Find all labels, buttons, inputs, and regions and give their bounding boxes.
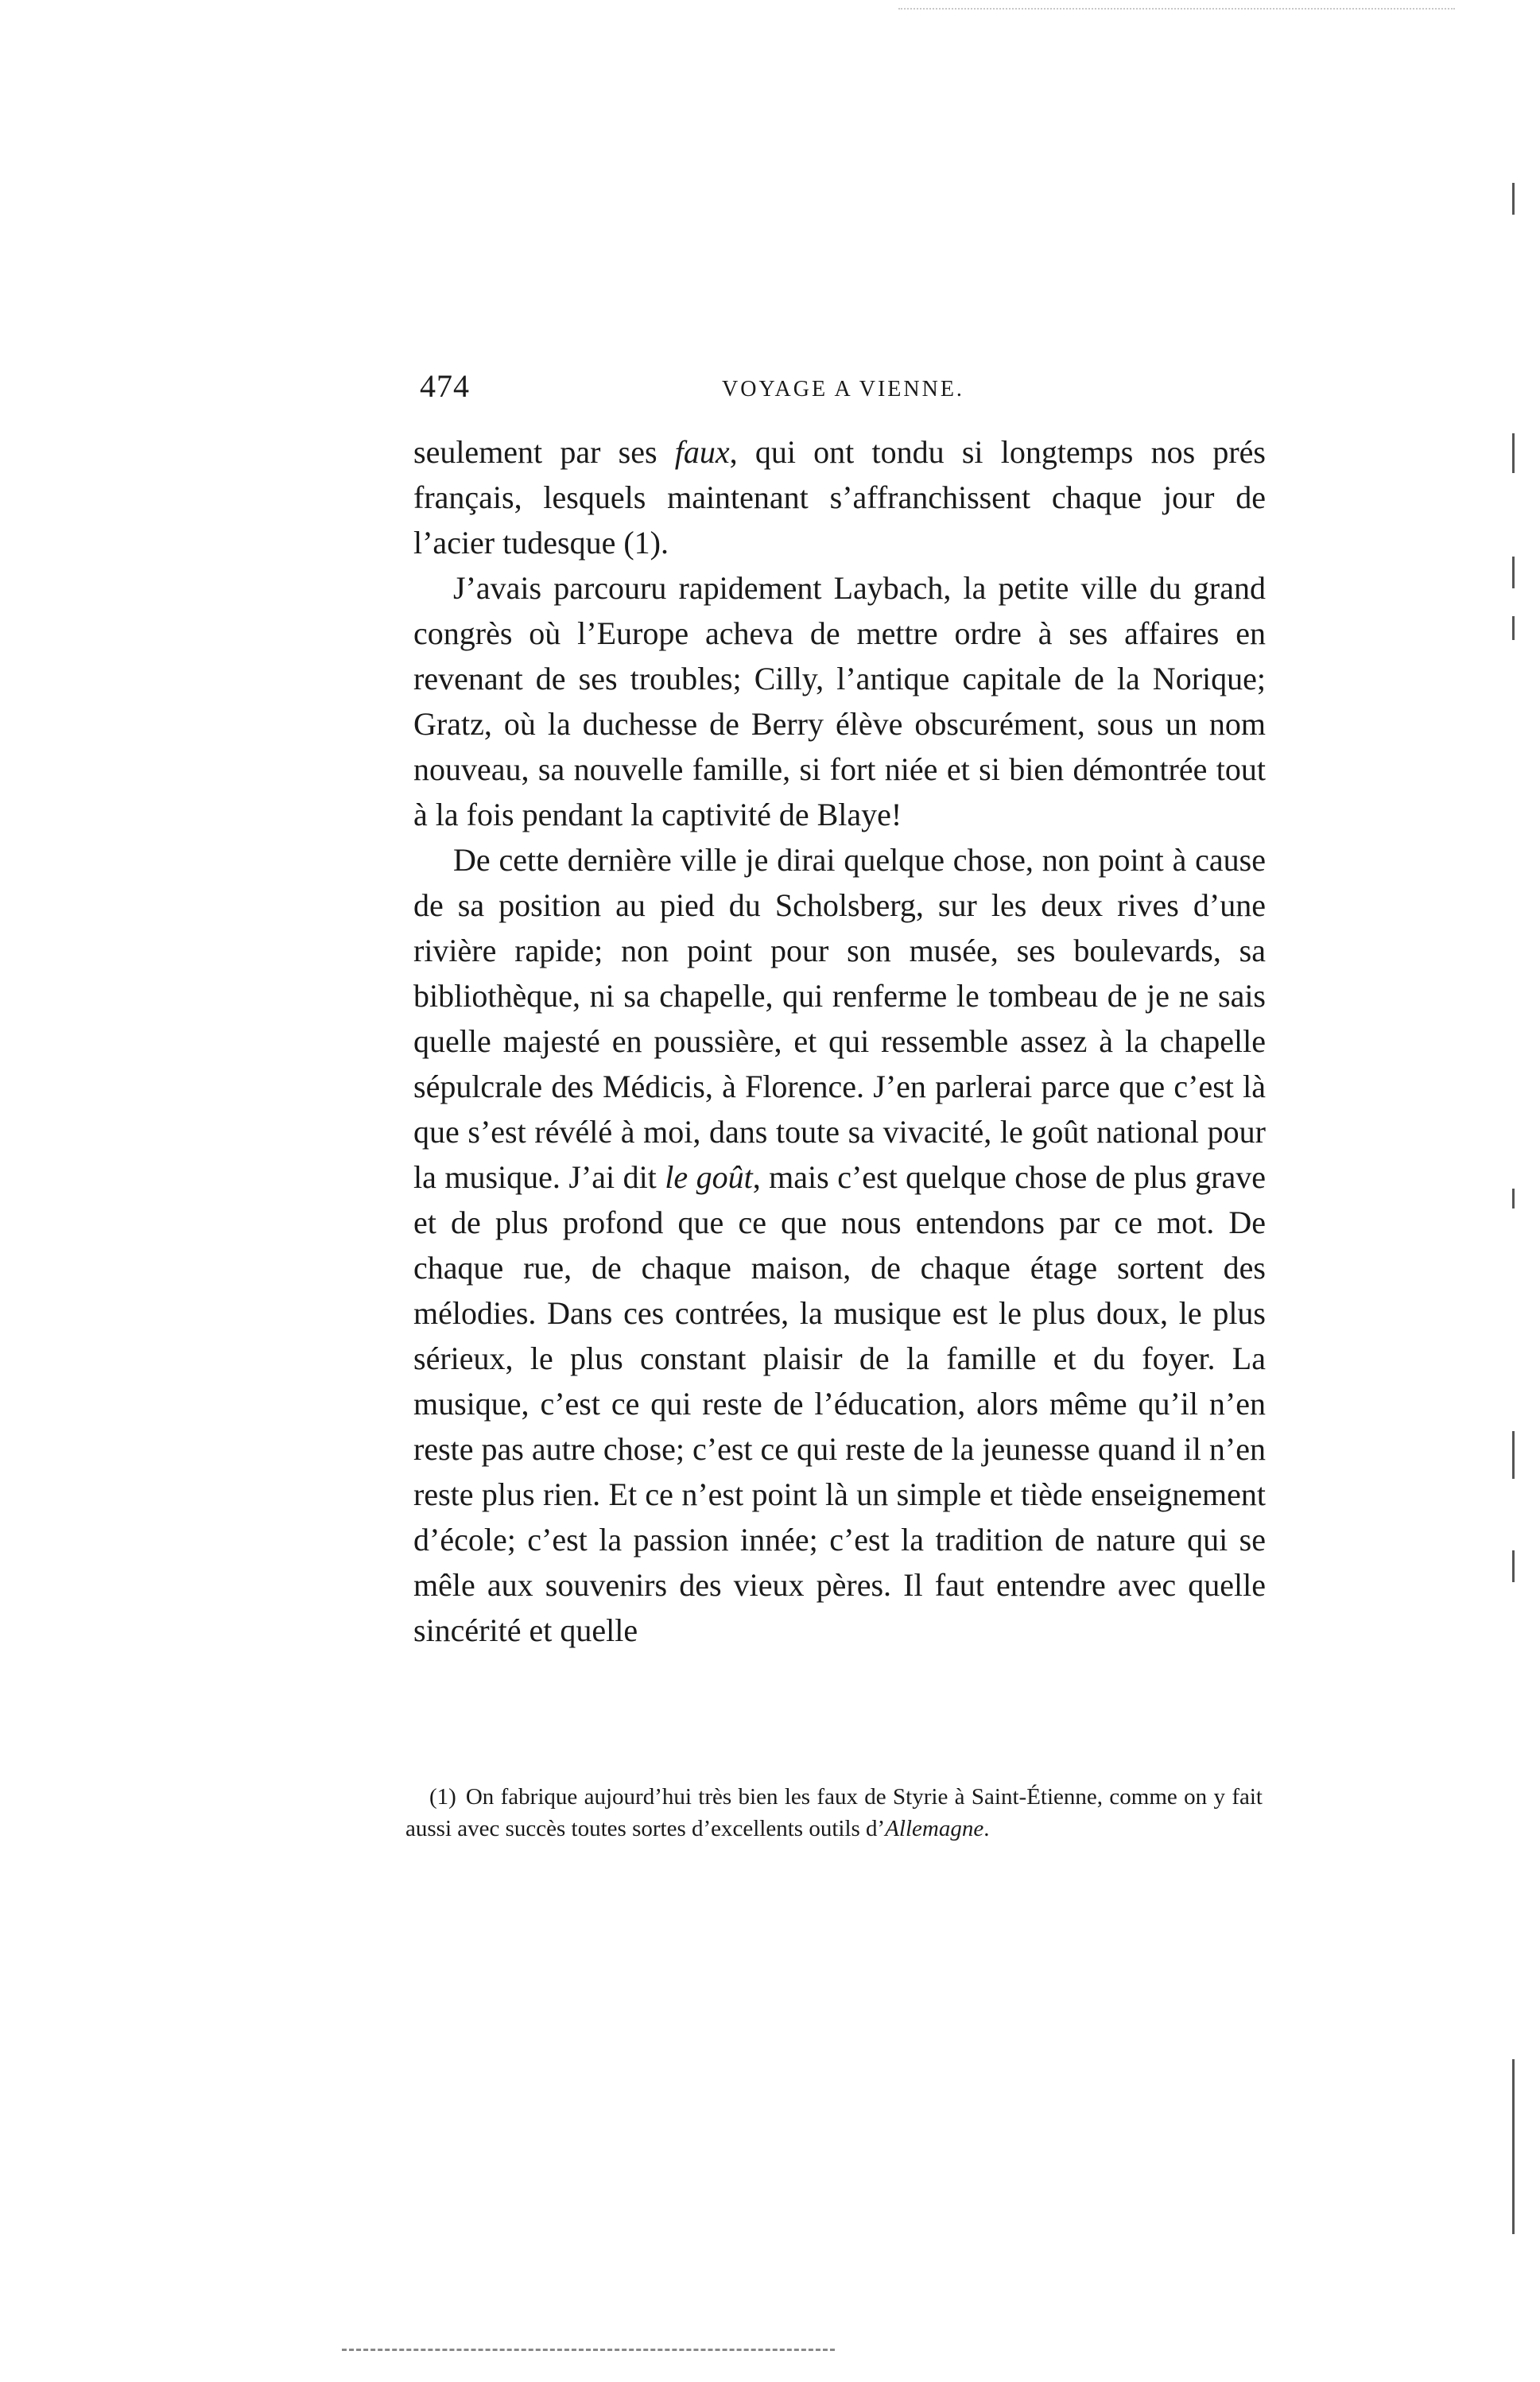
scan-margin-mark <box>1512 557 1515 588</box>
italic-term-le-gout: le goût <box>665 1159 753 1195</box>
scan-margin-mark <box>1512 433 1515 473</box>
paragraph-3-start: De cette dernière ville je dirai quelque chose, non point à cause de sa position au pied du Scholsberg, sur les deux rives d’une rivière rapide; non point pour son musée, ses boulevards, sa bibliothèque, ni sa chapelle, qui renferme le tombeau de je ne sais quelle majesté en poussière, et qui ressemble assez à la chapelle sépulcrale des Médicis, à Florence. J’en parlerai parce que c’est là que s’est révélé à moi, dans toute sa vivacité, le goût national pour la musique. J’ai dit <box>413 842 1266 1195</box>
page-number: 474 <box>420 368 470 404</box>
page-header <box>420 367 1263 407</box>
footnote-end: . <box>983 1816 990 1841</box>
paragraph-3 <box>413 837 1266 1653</box>
scan-edge-mark <box>898 8 1455 10</box>
scan-margin-mark <box>1512 616 1515 640</box>
italic-term-faux: faux <box>674 434 730 470</box>
paragraph-1-end: , qui ont tondu si longtemps nos prés français, lesquels maintenant s’affranchissent chaque jour de l’acier tudesque (1). <box>413 434 1266 561</box>
scan-margin-mark <box>1512 183 1515 215</box>
running-head: VOYAGE A VIENNE. <box>722 377 964 402</box>
paragraph-1-start: seulement par ses <box>413 434 675 470</box>
paragraph-1 <box>413 429 1266 565</box>
scan-margin-mark <box>1512 2059 1515 2234</box>
italic-term-allemagne: Allemagne <box>885 1816 984 1841</box>
footnote-start: On fabrique aujourd’hui très bien les faux de Styrie à Saint-Étienne, comme on y fait aussi avec succès toutes sortes d’excellents outils d’ <box>405 1784 1263 1841</box>
scan-margin-mark <box>1512 1189 1515 1208</box>
body-text <box>413 429 1266 1653</box>
footnote <box>405 1781 1263 1845</box>
paragraph-2: J’avais parcouru rapidement Laybach, la petite ville du grand congrès où l’Europe acheva de mettre ordre à ses affaires en revenant de ses troubles; Cilly, l’antique capitale de la Norique; Gratz, où la duchesse de Berry élève obscurément, sous un nom nouveau, sa nouvelle famille, si fort niée et si bien démontrée tout à la fois pendant la captivité de Blaye! <box>413 570 1266 832</box>
scan-margin-mark <box>1512 1431 1515 1479</box>
footnote-text <box>405 1781 1263 1845</box>
footnote-marker: (1) <box>429 1784 456 1810</box>
scan-bottom-rule <box>342 2349 835 2351</box>
scan-margin-mark <box>1512 1550 1515 1582</box>
paragraph-3-end: , mais c’est quelque chose de plus grave et de plus profond que ce que nous entendons par ce mot. De chaque rue, de chaque maison, de chaque étage sortent des mélodies. Dans ces contrées, la musique est le plus doux, le plus sérieux, le plus constant plaisir de la famille et du foyer. La musique, c’est ce qui reste de l’éducation, alors même qu’il n’en reste pas autre chose; c’est ce qui reste de la jeunesse quand il n’en reste plus rien. Et ce n’est point là un simple et tiède enseignement d’école; c’est la passion innée; c’est la tradition de nature qui se mêle aux souvenirs des vieux pères. Il faut entendre avec quelle sincérité et quelle <box>413 1159 1266 1648</box>
